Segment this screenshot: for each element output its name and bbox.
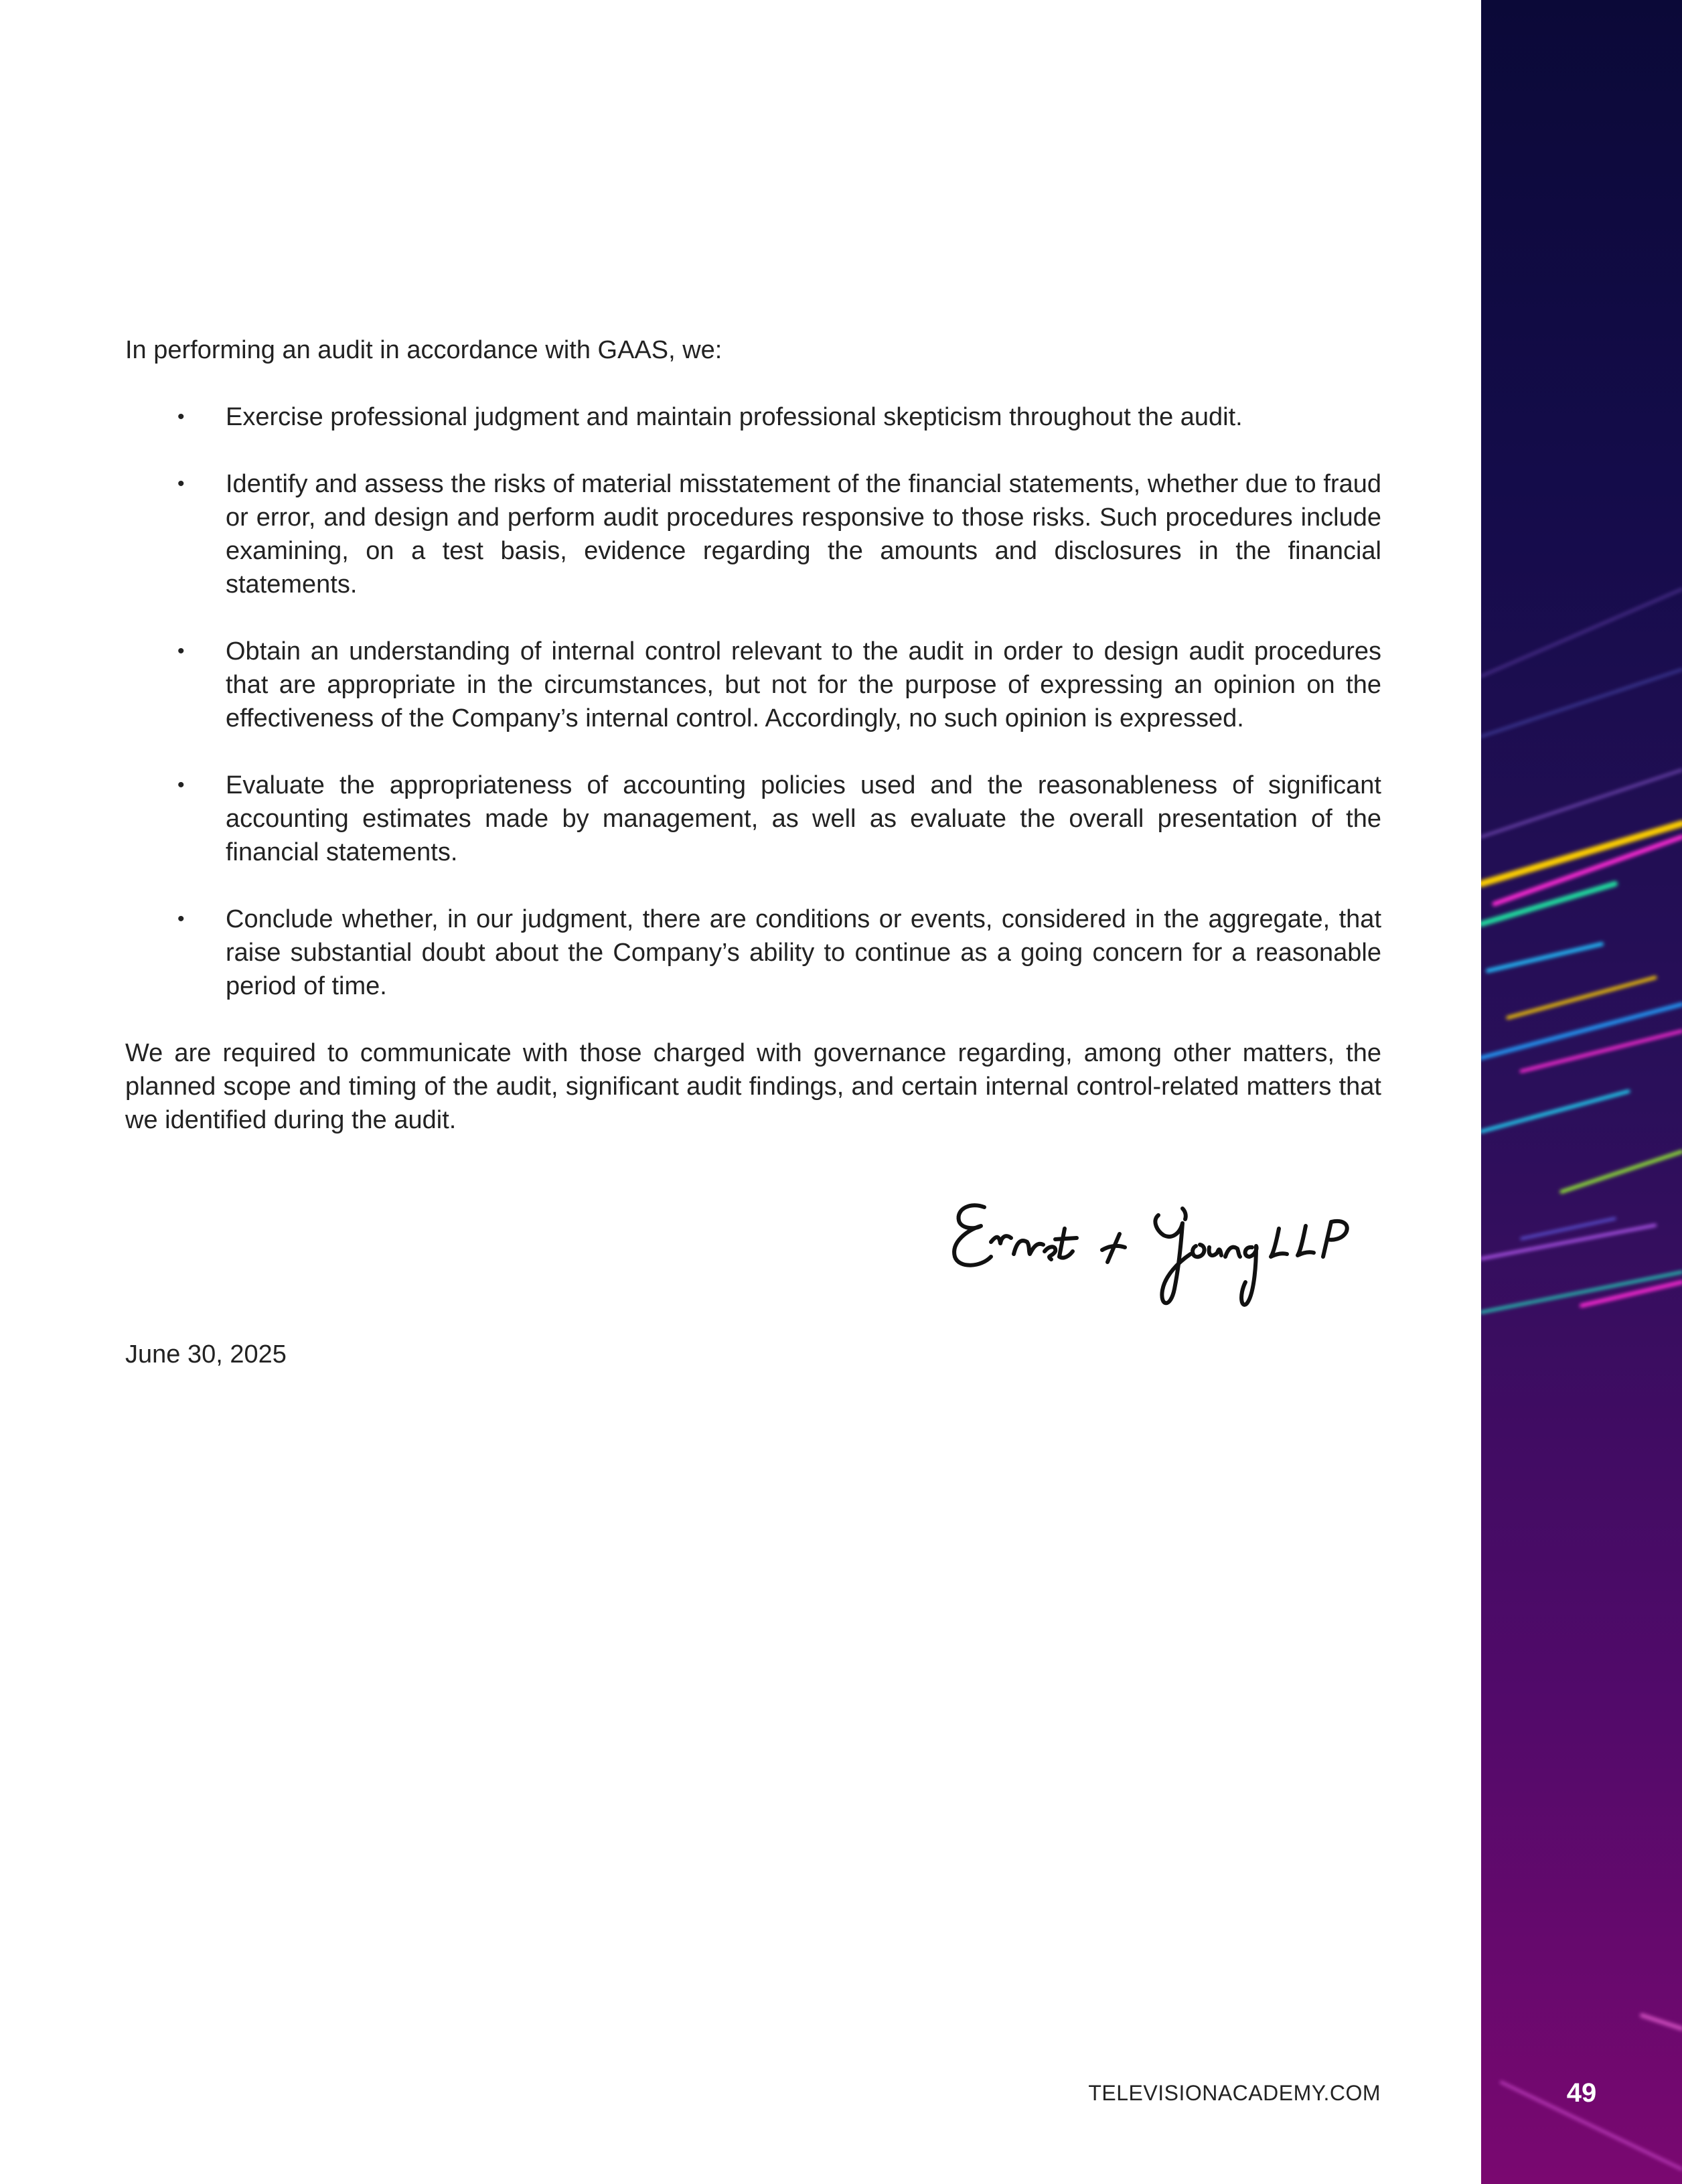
decorative-side-band (1481, 0, 1682, 2184)
page-number: 49 (1566, 2078, 1597, 2108)
list-item (125, 903, 1381, 1003)
list-item (125, 400, 1381, 434)
list-item (125, 635, 1381, 735)
bullet-icon: • (177, 774, 185, 796)
closing-paragraph: We are required to communicate with those charged with governance regarding, among other matters, the planned scope and timing of the audit, significant audit findings, and certain internal control-related matters that we identified during the audit. (125, 1039, 1381, 1134)
document-body (125, 333, 1381, 1137)
bullet-icon: • (177, 473, 185, 495)
footer-url: TELEVISIONACADEMY.COM (1088, 2081, 1381, 2105)
bullet-icon: • (177, 406, 185, 428)
list-item-text: Conclude whether, in our judgment, there are conditions or events, considered in the aggregate, that raise substantial doubt about the Company’s ability to continue as a going concern for a reasonable period of time. (226, 905, 1381, 1000)
list-item-text: Identify and assess the risks of material misstatement of the financial statements, whether due to fraud or error, and design and perform audit procedures responsive to those risks. Such procedures include examining, on a test basis, evidence regarding the amounts and disclosures in the financial statements. (226, 470, 1381, 599)
light-streaks-graphic (1481, 0, 1682, 2184)
list-item-text: Obtain an understanding of internal control relevant to the audit in order to design audit procedures that are appropriate in the circumstances, but not for the purpose of expressing an opinion on the effectiveness of the Company’s internal control. Accordingly, no such opinion is expressed. (226, 637, 1381, 732)
audit-procedures-list (125, 400, 1381, 1003)
report-date: June 30, 2025 (125, 1340, 287, 1369)
signature-image (944, 1182, 1393, 1316)
list-item (125, 769, 1381, 869)
bullet-icon: • (177, 640, 185, 662)
list-item (125, 467, 1381, 601)
bullet-icon: • (177, 908, 185, 930)
list-item-text: Exercise professional judgment and maintain professional skepticism throughout the audit. (226, 403, 1243, 431)
intro-paragraph: In performing an audit in accordance with GAAS, we: (125, 336, 722, 364)
list-item-text: Evaluate the appropriateness of accounting policies used and the reasonableness of significant accounting estimates made by management, as well as evaluate the overall presentation of the financial statements. (226, 771, 1381, 866)
